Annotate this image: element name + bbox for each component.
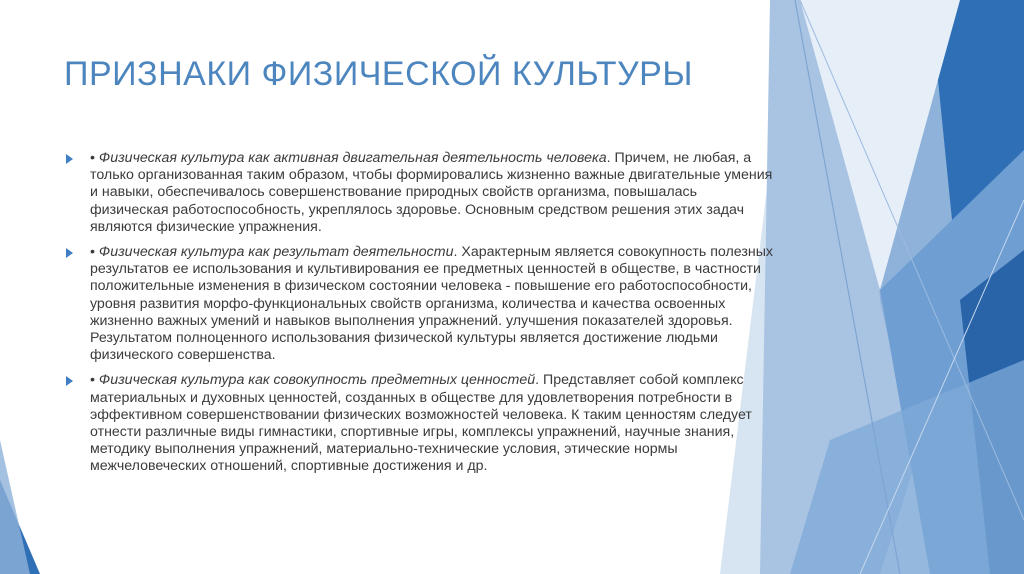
item-body: . Причем, не любая, а только организованная таким образом, чтобы формировались жизненно важные двигательные умения и навыки, обеспечивалось совершенствование природных свойств организма, повышалась физическая работоспособность, укреплялось здоровье. Основным средством решения этих задач являются физические упражнения. (90, 150, 773, 235)
list-item (66, 150, 778, 236)
triangle-bullet-icon (66, 376, 73, 386)
triangle-bullet-icon (66, 248, 73, 258)
item-lead: Физическая культура как результат деятельности (98, 244, 454, 261)
triangle-bullet-icon (66, 154, 73, 164)
list-item (66, 372, 778, 475)
slide-title: ПРИЗНАКИ ФИЗИЧЕСКОЙ КУЛЬТУРЫ (64, 55, 693, 93)
item-body: . Представляет собой комплекс материальных и духовных ценностей, созданных в обществе для удовлетворения потребности в эффективном совершенствовании физических возможностей человека. К таким ценностям следует отнести различные виды гимнастики, спортивные игры, комплексы упражнений, научные знания, методику выполнения упражнений, материально-технические условия, этические нормы межчеловеческих отношений, спортивные достижения и др. (90, 372, 752, 475)
content-list (66, 150, 778, 484)
item-marker: • (90, 150, 95, 166)
item-lead: Физическая культура как совокупность предметных ценностей (98, 372, 536, 389)
item-marker: • (90, 372, 95, 389)
item-body: . Характерным является совокупность полезных результатов ее использования и культивирования ее предметных ценностей в обществе, в частности положительные изменения в физическом состоянии человека - повышение его работоспособности, уровня развития морфо-функциональных свойств организма, количества и качества освоенных жизненно важных умений и навыков выполнения упражнений. улучшения показателей здоровья. Результатом полноценного использования физической культуры является достижение людьми физического совершенства. (90, 244, 773, 364)
list-item-text (90, 150, 778, 236)
list-item-text (90, 244, 778, 364)
item-marker: • (90, 244, 95, 261)
item-lead: Физическая культура как активная двигательная деятельность человека (98, 150, 607, 166)
deco-left-light (0, 440, 30, 574)
list-item (66, 244, 778, 364)
list-item-text (90, 372, 778, 475)
